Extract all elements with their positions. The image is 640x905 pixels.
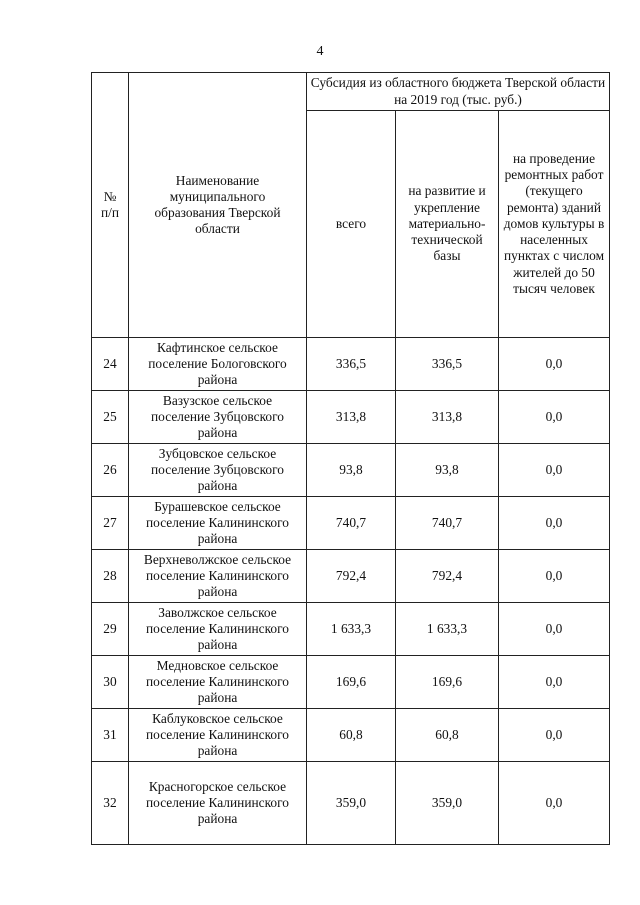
repair-value: 0,0 (499, 762, 610, 845)
base-value: 313,8 (396, 391, 499, 444)
repair-column-header: на проведение ремонтных работ (текущего ремонта) зданий домов культуры в населенных пунктах с числом жителей до 50 тысяч человек (499, 111, 610, 338)
subsidy-group-header: Субсидия из областного бюджета Тверской области на 2019 год (тыс. руб.) (307, 73, 610, 111)
subsidy-table (91, 72, 610, 845)
municipality-name: Вазузское сельское поселение Зубцовского района (129, 391, 307, 444)
total-value: 313,8 (307, 391, 396, 444)
total-value: 1 633,3 (307, 603, 396, 656)
row-number: 28 (92, 550, 129, 603)
base-value: 792,4 (396, 550, 499, 603)
municipality-name: Каблуковское сельское поселение Калининского района (129, 709, 307, 762)
table-row (92, 709, 610, 762)
municipality-name: Верхневолжское сельское поселение Калининского района (129, 550, 307, 603)
table-row (92, 338, 610, 391)
repair-value: 0,0 (499, 338, 610, 391)
base-value: 169,6 (396, 656, 499, 709)
base-value: 359,0 (396, 762, 499, 845)
row-number: 27 (92, 497, 129, 550)
base-value: 336,5 (396, 338, 499, 391)
table-row (92, 762, 610, 845)
table-row (92, 497, 610, 550)
municipality-name: Бурашевское сельское поселение Калининского района (129, 497, 307, 550)
row-number: 25 (92, 391, 129, 444)
table-row (92, 550, 610, 603)
municipality-name: Заволжское сельское поселение Калининского района (129, 603, 307, 656)
row-number: 24 (92, 338, 129, 391)
table-row (92, 603, 610, 656)
total-value: 169,6 (307, 656, 396, 709)
row-number: 26 (92, 444, 129, 497)
page-number: 4 (316, 44, 324, 59)
base-value: 740,7 (396, 497, 499, 550)
repair-value: 0,0 (499, 603, 610, 656)
row-number: 32 (92, 762, 129, 845)
municipality-name: Красногорское сельское поселение Калининского района (129, 762, 307, 845)
total-value: 336,5 (307, 338, 396, 391)
row-number: 29 (92, 603, 129, 656)
total-value: 60,8 (307, 709, 396, 762)
table-row (92, 391, 610, 444)
repair-value: 0,0 (499, 497, 610, 550)
row-number: 30 (92, 656, 129, 709)
table-row (92, 444, 610, 497)
repair-value: 0,0 (499, 709, 610, 762)
total-value: 93,8 (307, 444, 396, 497)
table-row (92, 656, 610, 709)
repair-value: 0,0 (499, 656, 610, 709)
total-value: 359,0 (307, 762, 396, 845)
municipality-name: Зубцовское сельское поселение Зубцовского района (129, 444, 307, 497)
total-value: 740,7 (307, 497, 396, 550)
repair-value: 0,0 (499, 391, 610, 444)
repair-value: 0,0 (499, 550, 610, 603)
municipality-name: Медновское сельское поселение Калининского района (129, 656, 307, 709)
base-value: 60,8 (396, 709, 499, 762)
name-column-header: Наименование муниципального образования Тверской области (129, 73, 307, 338)
row-number: 31 (92, 709, 129, 762)
base-column-header: на развитие и укрепление материально-технической базы (396, 111, 499, 338)
total-value: 792,4 (307, 550, 396, 603)
base-value: 1 633,3 (396, 603, 499, 656)
base-value: 93,8 (396, 444, 499, 497)
repair-value: 0,0 (499, 444, 610, 497)
total-column-header: всего (307, 111, 396, 338)
municipality-name: Кафтинское сельское поселение Бологовского района (129, 338, 307, 391)
num-column-header: № п/п (92, 73, 129, 338)
